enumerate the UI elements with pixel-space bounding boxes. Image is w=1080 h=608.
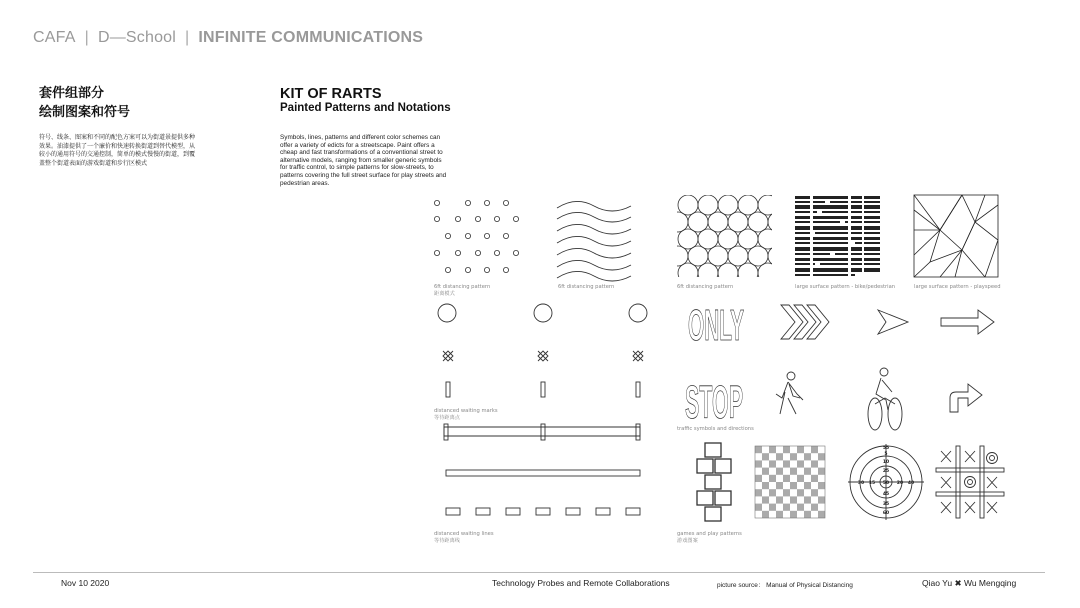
header-dschool: D—School (97, 29, 177, 46)
caption-en: distanced waiting lines (434, 531, 494, 537)
dot-pattern (434, 200, 518, 272)
checker-square (769, 460, 776, 467)
waiting-circle (438, 304, 456, 322)
checker-square (811, 475, 818, 482)
checker-square (797, 446, 804, 453)
checker-square (769, 504, 776, 511)
turn-arrow-icon (950, 384, 982, 412)
checker-square (811, 504, 818, 511)
header-cafa: CAFA (33, 29, 76, 46)
checker-square (755, 446, 762, 453)
checker-square (804, 482, 811, 489)
checker-square (776, 453, 783, 460)
caption-waiting-lines (434, 531, 494, 544)
checker-square (783, 504, 790, 511)
checker-square (762, 453, 769, 460)
caption-circle-pattern: 6ft distancing pattern (677, 284, 734, 290)
tic-tac-toe-pattern (936, 446, 1004, 518)
footer-divider (33, 572, 1045, 573)
arrowhead-icon (878, 310, 908, 334)
checker-square (755, 460, 762, 467)
checker-square (776, 511, 783, 518)
bar-marks (446, 382, 640, 397)
checker-square (811, 446, 818, 453)
checker-square (818, 511, 825, 518)
checker-square (755, 504, 762, 511)
checker-square (797, 475, 804, 482)
target-number: 15 (868, 481, 876, 486)
checker-square (818, 482, 825, 489)
bicycle-icon (868, 368, 902, 430)
wave-pattern (557, 201, 631, 281)
checker-square (790, 468, 797, 475)
diamond-marks (443, 351, 643, 361)
checker-square (811, 489, 818, 496)
checker-square (776, 468, 783, 475)
checker-square (783, 446, 790, 453)
dot-row (434, 200, 508, 205)
author-qiao: Qiao Yu (922, 578, 953, 588)
target-number: 50 (882, 481, 890, 486)
page-title: KIT OF RARTS (280, 86, 382, 102)
dot-row (445, 267, 508, 272)
caption-traffic: traffic symbols and directions (677, 426, 754, 432)
target-number: 20 (896, 481, 904, 486)
checker-square (769, 475, 776, 482)
target-number: 40 (907, 481, 915, 486)
checker-square (769, 446, 776, 453)
checker-square (755, 489, 762, 496)
dot-row (434, 250, 518, 255)
caption-en: 6ft distancing pattern (434, 284, 491, 290)
stop-symbol: STOP (685, 376, 743, 428)
checker-square (762, 496, 769, 503)
target-number: 55 (882, 446, 890, 451)
checker-square (762, 468, 769, 475)
caption-cn: 等待距离线 (434, 537, 460, 544)
checker-square (790, 511, 797, 518)
caption-games (677, 531, 742, 544)
checkerboard-pattern (755, 446, 825, 518)
checker-square (804, 453, 811, 460)
triangle-pattern (914, 195, 998, 277)
caption-cn: 游戏图案 (677, 537, 698, 544)
caption-en: distanced waiting marks (434, 408, 498, 414)
checker-square (762, 482, 769, 489)
page-body: Symbols, lines, patterns and different color schemes can offer a variety of edicts for a streetscape. Paint offers a cheap and fast transformations of a conventional street to alternative models, ranging from smaller generic symbols for traffic control, to simple patterns for slow-streets, to patterns covering the full street surface for play streets and pedestrian areas. (280, 134, 447, 187)
checker-square (797, 460, 804, 467)
checker-square (776, 496, 783, 503)
target-number: 30 (857, 481, 865, 486)
hopscotch-pattern (697, 443, 731, 521)
footer-center: Technology Probes and Remote Collaborations (492, 578, 670, 588)
checker-square (790, 453, 797, 460)
cross-icon: ✖ (954, 578, 962, 588)
dot-row (434, 216, 518, 221)
checker-square (755, 475, 762, 482)
dot-row (445, 233, 508, 238)
checker-square (811, 460, 818, 467)
target-number: 5 (884, 452, 888, 457)
checker-square (783, 460, 790, 467)
caption-cn: 距离模式 (434, 290, 455, 297)
cn-title-line2: 绘制图案和符号 (39, 105, 131, 120)
caption-play-pattern: large surface pattern - playspeed (914, 284, 1001, 290)
checker-square (783, 475, 790, 482)
caption-wave-pattern: 6ft distancing pattern (558, 284, 615, 290)
caption-bike-pattern: large surface pattern - bike/pedestrian (795, 284, 896, 290)
caption-en: games and play patterns (677, 531, 742, 537)
header-sep: | (185, 29, 190, 46)
checker-square (790, 496, 797, 503)
checker-square (790, 482, 797, 489)
waiting-circle (534, 304, 552, 322)
footer-source: picture source： Manual of Physical Distancing (717, 582, 853, 589)
barcode-pattern (795, 196, 880, 276)
checker-square (769, 489, 776, 496)
target-number: 35 (882, 502, 890, 507)
cn-title-line1: 套件组部分 (39, 86, 105, 101)
target-numbers (858, 445, 914, 516)
checker-square (818, 453, 825, 460)
checker-square (818, 468, 825, 475)
caption-cn: 等待距离点 (434, 414, 460, 421)
checker-square (783, 489, 790, 496)
only-symbol: ONLY (688, 301, 744, 350)
checker-square (804, 468, 811, 475)
caption-dot-pattern (434, 284, 490, 297)
header-infinite: INFINITE COMMUNICATIONS (198, 29, 424, 46)
chevron-arrows-icon (781, 305, 829, 339)
footer-date: Nov 10 2020 (61, 578, 110, 588)
target-number: 60 (882, 511, 890, 516)
pedestrian-icon (776, 372, 803, 414)
target-number: 10 (882, 460, 890, 465)
checker-square (797, 489, 804, 496)
checker-square (762, 511, 769, 518)
target-number: 25 (882, 469, 890, 474)
cn-body: 符号、线条、图案和不同的配色方案可以为街道景提供多种效果。油漆提供了一个廉价和快速转换街道到替代模型，从较小的通用符号的交通控制，简单的模式慢慢的街道，到覆盖整个街道表面的游戏街道和步行区模式 (39, 134, 196, 167)
waiting-circles (438, 304, 647, 322)
author-wu: Wu Mengqing (963, 578, 1017, 588)
header-sep: | (84, 29, 89, 46)
checker-square (776, 482, 783, 489)
checker-square (804, 511, 811, 518)
waiting-circle (629, 304, 647, 322)
checker-square (797, 504, 804, 511)
waiting-lines (444, 424, 640, 515)
checker-square (804, 496, 811, 503)
right-arrow-icon (941, 310, 994, 334)
caption-waiting-marks (434, 408, 498, 421)
footer-authors (922, 578, 1016, 589)
circle-pack-pattern (668, 195, 788, 283)
checker-square (818, 496, 825, 503)
target-number: 45 (882, 492, 890, 497)
page-subtitle: Painted Patterns and Notations (280, 102, 451, 114)
